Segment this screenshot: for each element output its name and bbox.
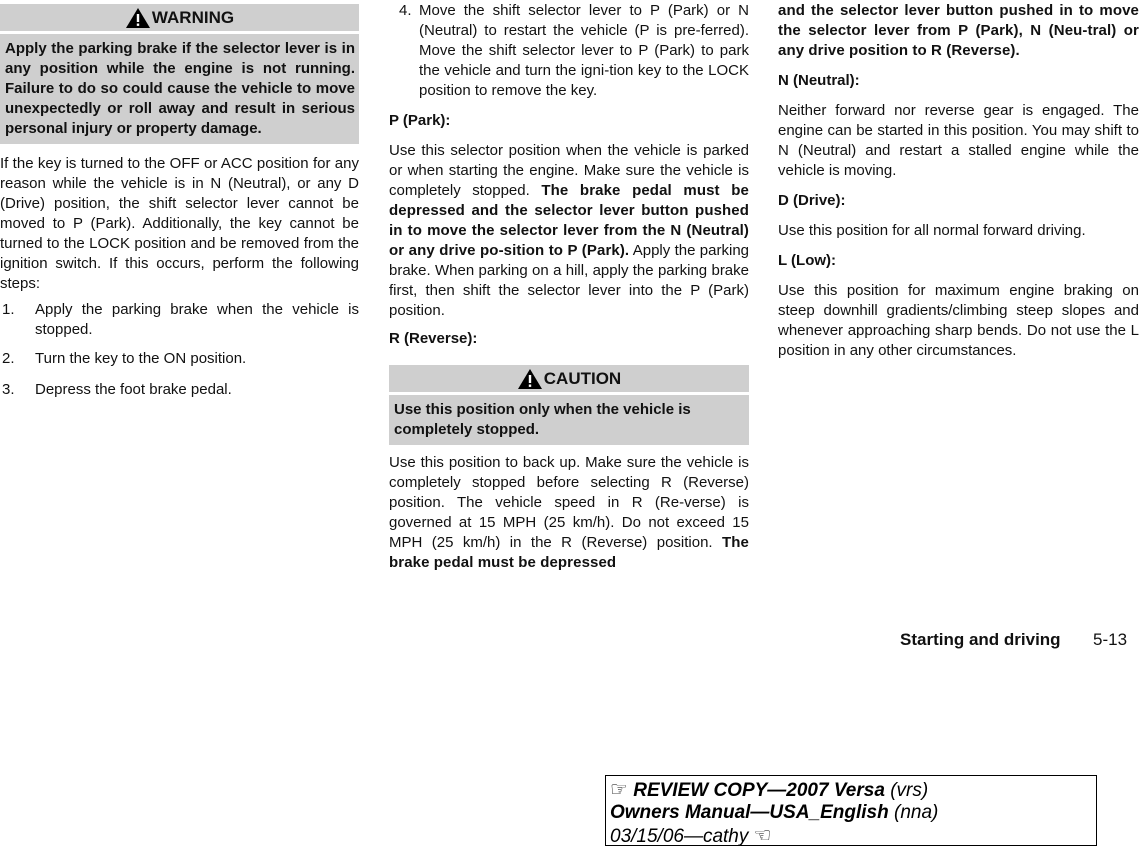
list-item: 1. Apply the parking brake when the vehicle is stopped. <box>2 301 359 338</box>
footer-section-title: Starting and driving <box>900 630 1061 649</box>
list-item: 3. Depress the foot brake pedal. <box>2 381 232 398</box>
caution-box <box>389 365 749 445</box>
column-1 <box>0 0 359 400</box>
stamp-line-3: 03/15/06—cathy ☜ <box>610 823 772 847</box>
page-number: 5-13 <box>1093 630 1128 649</box>
warning-text: Apply the parking brake if the selector lever is in any position while the engine is not running. Failure to do so could cause the vehicle to move unexpectedly or roll away and result in serious personal injury or property damage. <box>0 34 359 144</box>
steps-list <box>0 300 359 400</box>
stamp-line-1: ☞ REVIEW COPY—2007 Versa (vrs) <box>610 777 929 801</box>
low-heading: L (Low): <box>778 252 837 269</box>
warning-triangle-icon <box>125 7 151 29</box>
column-3 <box>778 0 1139 361</box>
stamp-line-2: Owners Manual—USA_English (nna) <box>610 802 939 823</box>
warning-box <box>0 4 359 144</box>
park-heading: P (Park): <box>389 112 451 129</box>
reverse-heading: R (Reverse): <box>389 330 478 347</box>
warning-title: WARNING <box>151 8 235 27</box>
column-2 <box>389 0 749 573</box>
drive-heading: D (Drive): <box>778 192 846 209</box>
pointing-hand-icon: ☞ <box>610 777 628 801</box>
review-stamp <box>605 775 1097 846</box>
list-item: 2. Turn the key to the ON position. <box>2 350 247 367</box>
park-paragraph: Use this selector position when the vehicle is parked or when starting the engine. Make sure the vehicle is completely stopped. The brake pedal must be depressed and the selector lever button pushed in to move the selector lever from the N (Neutral) or any drive po-sition to P (Park). Apply the parking brake. When parking on a hill, apply the parking brake first, then shift the selector lever into the P (Park) position. <box>389 142 750 319</box>
neutral-paragraph: Neither forward nor reverse gear is engaged. The engine can be started in this position. You may shift to N (Neutral) and restart a stalled engine while the vehicle is moving. <box>778 102 1139 179</box>
reverse-continued: and the selector lever button pushed in to move the selector lever from P (Park), N (Neu-tral) or any drive position to R (Reverse). <box>778 2 1139 59</box>
caution-title: CAUTION <box>543 369 622 388</box>
caution-text: Use this position only when the vehicle is completely stopped. <box>389 395 749 445</box>
caution-header <box>389 365 749 392</box>
neutral-heading: N (Neutral): <box>778 72 860 89</box>
low-paragraph: Use this position for maximum engine braking on steep downhill gradients/climbing steep slopes and whenever approaching sharp bends. Do not use the L position in any other circumstances. <box>778 282 1139 359</box>
intro-paragraph: If the key is turned to the OFF or ACC position for any reason while the vehicle is in N (Neutral), or any D (Drive) position, the shift selector lever cannot be moved to P (Park). Additionally, the key cannot be turned to the LOCK position and be removed from the ignition switch. If this occurs, perform the following steps: <box>0 155 359 292</box>
reverse-paragraph: Use this position to back up. Make sure the vehicle is completely stopped before selecting R (Reverse) position. The vehicle speed in R (Re-verse) is governed at 15 MPH (25 km/h). Do not exceed 15 MPH (25 km/h) in the R (Reverse) position. The brake pedal must be depressed <box>389 454 749 571</box>
pointing-hand-left-icon: ☜ <box>753 823 772 847</box>
drive-paragraph: Use this position for all normal forward driving. <box>778 222 1086 239</box>
caution-triangle-icon <box>517 368 543 390</box>
step-4-list <box>389 1 749 101</box>
list-item: 4. Move the shift selector lever to P (Park) or N (Neutral) to restart the vehicle (P is pre-ferred). Move the shift selector lever to P (Park) to park the vehicle and turn the igni-tion key to the LOCK position to remove the key. <box>399 2 749 99</box>
warning-header <box>0 4 359 31</box>
